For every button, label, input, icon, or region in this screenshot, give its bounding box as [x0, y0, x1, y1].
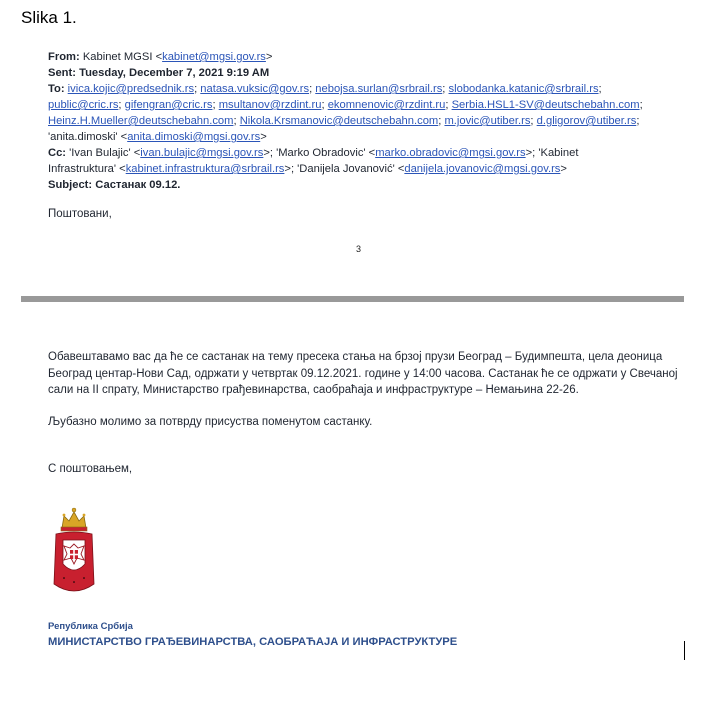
signature-country: Република Србија: [48, 621, 133, 632]
to-last-prefix: 'anita.dimoski' <: [48, 131, 128, 143]
to-email-link[interactable]: msultanov@rzdint.ru: [218, 99, 322, 111]
from-email-link[interactable]: kabinet@mgsi.gov.rs: [162, 51, 266, 63]
serbia-coat-of-arms-icon: [50, 506, 98, 600]
to-email-link[interactable]: Nikola.Krsmanovic@deutschebahn.com: [239, 115, 439, 127]
to-email-link[interactable]: nebojsa.surlan@srbrail.rs: [315, 83, 443, 95]
cc-email-link[interactable]: ivan.bulajic@mgsi.gov.rs: [140, 147, 264, 159]
cc-name: >; 'Marko Obradovic' <: [263, 147, 376, 159]
page-divider: [21, 296, 684, 302]
subject-value: Састанак 09.12.: [95, 179, 181, 191]
to-email-link[interactable]: Serbia.HSL1-SV@deutschebahn.com: [451, 99, 640, 111]
to-email-link[interactable]: slobodanka.katanic@srbrail.rs: [448, 83, 599, 95]
from-close: >: [265, 51, 273, 63]
to-email-link[interactable]: m.jovic@utiber.rs: [444, 115, 531, 127]
cc-label: Cc:: [48, 147, 67, 159]
to-email-link[interactable]: ivica.kojic@predsednik.rs: [67, 83, 195, 95]
to-email-link[interactable]: ekomnenovic@rzdint.ru: [327, 99, 446, 111]
subject-label: Subject:: [48, 179, 93, 191]
signature-ministry: МИНИСТАРСТВО ГРАЂЕВИНАРСТВА, САОБРАЋАЈА И ИНФРАСТРУКТУРЕ: [48, 636, 458, 648]
cc-name: >; 'Danijela Jovanović' <: [284, 163, 405, 175]
cc-email-link[interactable]: kabinet.infrastruktura@srbrail.rs: [125, 163, 285, 175]
to-close: >: [260, 131, 267, 143]
page-number: 3: [356, 244, 362, 254]
cc-close: >: [560, 163, 567, 175]
sent-value: Tuesday, December 7, 2021 9:19 AM: [79, 67, 270, 79]
cc-name: >; 'Kabinet: [525, 147, 579, 159]
cc-email-link[interactable]: marko.obradovic@mgsi.gov.rs: [375, 147, 526, 159]
from-line: [48, 49, 678, 65]
to-email-link[interactable]: d.gligorov@utiber.rs: [536, 115, 637, 127]
to-label: To:: [48, 83, 65, 95]
body-paragraph-meeting: Обавештавамо вас да ће се састанак на тему пресека стања на брзој прузи Београд – Будимпешта, цела деоница Београд центар-Нови Сад, одржати у четвртак 09.12.2021. године у 14:00 часова. Састанак ће се одржати у Свечаној сали на II спрату, Министарство грађевинарства, саобраћаја и инфраструктуре – Немањина 22-26.: [48, 351, 678, 396]
from-name: Kabinet MGSI <: [82, 51, 163, 63]
text-cursor: [684, 641, 685, 660]
to-email-link[interactable]: Heinz.H.Mueller@deutschebahn.com: [48, 115, 234, 127]
subject-line: [48, 177, 678, 193]
crown-icon: [61, 508, 87, 531]
greeting: Поштовани,: [48, 208, 112, 220]
to-email-link[interactable]: natasa.vuksic@gov.rs: [200, 83, 310, 95]
to-line-1: To: ivica.kojic@predsednik.rs; natasa.vuksic@gov.rs; nebojsa.surlan@srbrail.rs; slobodanka.katanic@srbrail.rs;: [48, 83, 602, 95]
to-email-link[interactable]: anita.dimoski@mgsi.gov.rs: [127, 131, 261, 143]
to-line-2: public@cric.rs; gifengran@cric.rs; msultanov@rzdint.ru; ekomnenovic@rzdint.ru; Serbia.HSL1-SV@deutschebahn.com;: [48, 99, 643, 111]
to-block: [48, 81, 678, 145]
to-email-link[interactable]: public@cric.rs: [48, 99, 119, 111]
closing-salutation: С поштовањем,: [48, 463, 133, 475]
body-paragraph-confirm: Љубазно молимо за потврду присуства поменутом састанку.: [48, 416, 373, 428]
figure-caption: Slika 1.: [21, 8, 77, 27]
sent-label: Sent:: [48, 67, 76, 79]
cc-email-link[interactable]: danijela.jovanovic@mgsi.gov.rs: [404, 163, 561, 175]
from-label: From:: [48, 51, 80, 63]
to-line-3: Heinz.H.Mueller@deutschebahn.com; Nikola.Krsmanovic@deutschebahn.com; m.jovic@utiber.rs; d.gligorov@utiber.rs;: [48, 115, 640, 127]
cc-line-2: [48, 161, 678, 177]
to-email-link[interactable]: gifengran@cric.rs: [124, 99, 213, 111]
email-header: [48, 49, 678, 193]
cc-name: Infrastruktura' <: [48, 163, 126, 175]
cc-name: 'Ivan Bulajic' <: [69, 147, 141, 159]
to-line-4: [48, 129, 678, 145]
cc-line-1: [48, 145, 678, 161]
sent-line: [48, 65, 678, 81]
